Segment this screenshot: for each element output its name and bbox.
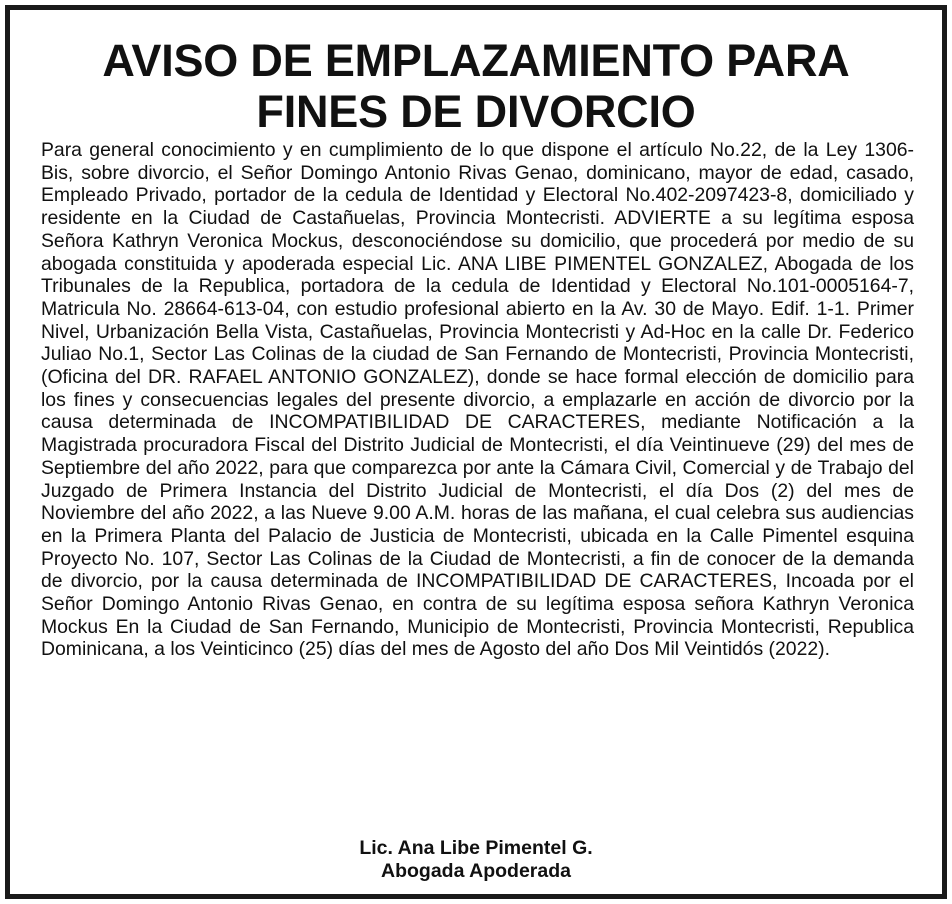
signature-role: Abogada Apoderada — [381, 860, 571, 882]
signature-block — [25, 837, 927, 883]
notice-body: Para general conocimiento y en cumplimiento de lo que dispone el artículo No.22, de la Ley 1306-Bis, sobre divorcio, el Señor Domingo Antonio Rivas Genao, dominicano, mayor de edad, casado, Empleado Privado, portador de la cedula de Identidad y Electoral No.402-2097423-8, domiciliado y residente en la Ciudad de Castañuelas, Provincia Montecristi. ADVIERTE a su legítima esposa Señora Kathryn Veronica Mockus, desconociéndose su domicilio, que procederá por medio de su abogada constituida y apoderada especial Lic. ANA LIBE PIMENTEL GONZALEZ, Abogada de los Tribunales de la Republica, portadora de la cedula de Identidad y Electoral No.101-0005164-7, Matricula No. 28664-613-04, con estudio profesional abierto en la Av. 30 de Mayo. Edif. 1-1. Primer Nivel, Urbanización Bella Vista, Castañuelas, Provincia Montecristi y Ad-Hoc en la calle Dr. Federico Juliao No.1, Sector Las Colinas de la ciudad de San Fernando de Montecristi, Provincia Montecristi, (Oficina del DR. RAFAEL ANTONIO GONZALEZ), donde se hace formal elección de domicilio para los fines y consecuencias legales del presente divorcio, a emplazarle en acción de divorcio por la causa determinada de INCOMPATIBILIDAD DE CARACTERES, mediante Notificación a la Magistrada procuradora Fiscal del Distrito Judicial de Montecristi, el día Veintinueve (29) del mes de Septiembre del año 2022, para que comparezca por ante la Cámara Civil, Comercial y de Trabajo del Juzgado de Primera Instancia del Distrito Judicial de Montecristi, el día Dos (2) del mes de Noviembre del año 2022, a las Nueve 9.00 A.M. horas de las mañana, el cual celebra sus audiencias en la Primera Planta del Palacio de Justicia de Montecristi, ubicada en la Calle Pimentel esquina Proyecto No. 107, Sector Las Colinas de la Ciudad de Montecristi, a fin de conocer de la demanda de divorcio, por la causa determinada de INCOMPATIBILIDAD DE CARACTERES, Incoada por el Señor Domingo Antonio Rivas Genao, en contra de su legítima esposa señora Kathryn Veronica Mockus En la Ciudad de San Fernando, Municipio de Montecristi, Provincia Montecristi, Republica Dominicana, a los Veinticinco (25) días del mes de Agosto del año Dos Mil Veintidós (2022). — [41, 139, 914, 661]
notice-title-line-1: AVISO DE EMPLAZAMIENTO PARA — [102, 35, 850, 86]
signature-name: Lic. Ana Libe Pimentel G. — [359, 837, 593, 859]
notice-frame — [5, 5, 947, 899]
notice-title-line-2: FINES DE DIVORCIO — [256, 86, 696, 137]
notice-title — [25, 35, 927, 137]
